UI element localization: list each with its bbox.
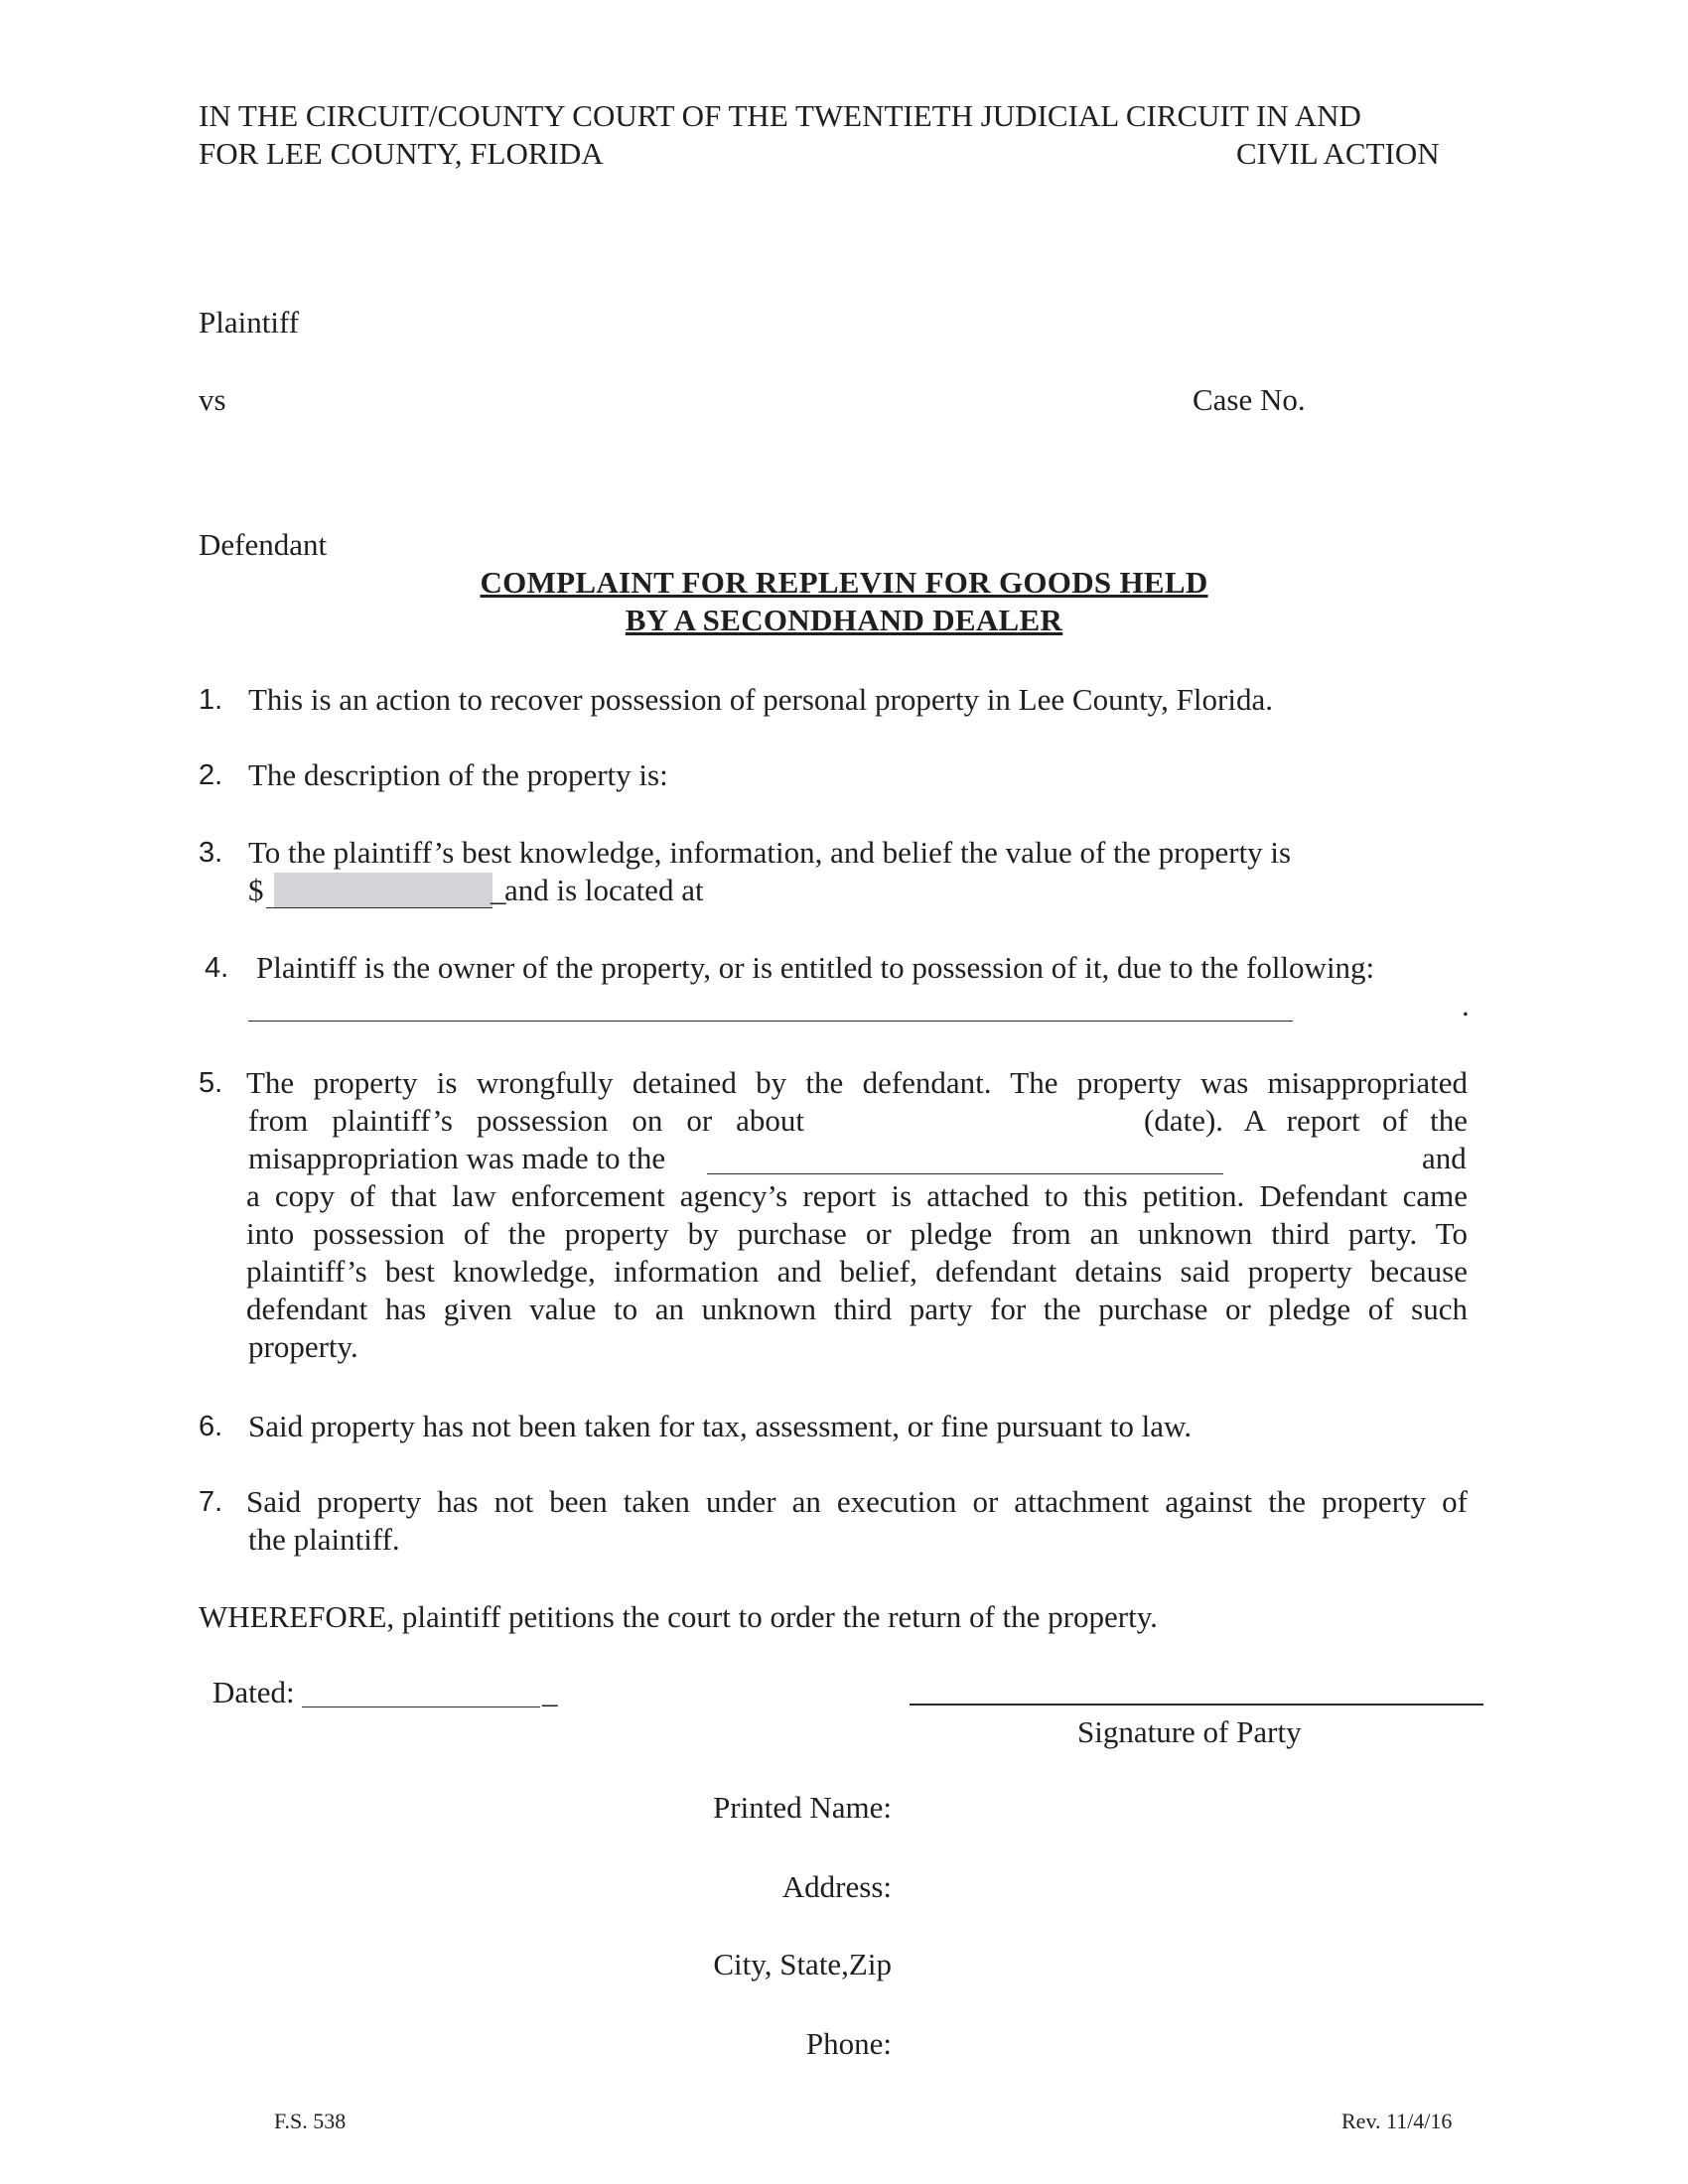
value-field-underscore: _ xyxy=(491,873,506,907)
paragraph-1-text: This is an action to recover possession of personal property in Lee County, Florida. xyxy=(248,682,1273,717)
paragraph-5-line2b: (date). A report of the xyxy=(1144,1103,1468,1138)
court-header-line1: IN THE CIRCUIT/COUNTY COURT OF THE TWENTIETH JUDICIAL CIRCUIT IN AND xyxy=(199,98,1361,133)
signature-of-party-label: Signature of Party xyxy=(1077,1714,1302,1749)
vs-label: vs xyxy=(199,382,226,417)
defendant-label: Defendant xyxy=(199,527,328,562)
document-title-line2: BY A SECONDHAND DEALER xyxy=(625,603,1063,637)
paragraph-2-number: 2. xyxy=(199,759,223,791)
paragraph-5-line2a: from plaintiff’s possession on or about xyxy=(248,1103,804,1138)
paragraph-5-number: 5. xyxy=(199,1067,223,1099)
paragraph-5-line1: The property is wrongfully detained by the defendant. The property was misappropriated xyxy=(246,1065,1468,1100)
city-state-zip-label: City, State,Zip xyxy=(713,1947,892,1981)
paragraph-5-line3a: misappropriation was made to the xyxy=(248,1141,666,1175)
paragraph-6-number: 6. xyxy=(199,1411,223,1442)
property-value-underline xyxy=(266,907,492,908)
plaintiff-label: Plaintiff xyxy=(199,305,300,340)
paragraph-3-number: 3. xyxy=(199,837,223,869)
paragraph-5-line6: plaintiff’s best knowledge, information and belief, defendant detains said property because xyxy=(246,1254,1468,1289)
court-header-line2: FOR LEE COUNTY, FLORIDA xyxy=(199,136,604,171)
paragraph-5-line7: defendant has given value to an unknown third party for the purchase or pledge of such xyxy=(246,1292,1468,1326)
date-signature-line[interactable] xyxy=(302,1706,540,1707)
paragraph-6-text: Said property has not been taken for tax, assessment, or fine pursuant to law. xyxy=(248,1409,1193,1443)
property-value-field[interactable] xyxy=(274,873,492,908)
address-label: Address: xyxy=(781,1869,892,1904)
revision-date: Rev. 11/4/16 xyxy=(1341,2109,1453,2133)
wherefore-clause: WHEREFORE, plaintiff petitions the court to order the return of the property. xyxy=(199,1599,1158,1634)
paragraph-1-number: 1. xyxy=(199,684,223,716)
paragraph-4-period: . xyxy=(1462,988,1470,1023)
ownership-reason-line[interactable] xyxy=(248,1021,1293,1022)
paragraph-7-number: 7. xyxy=(199,1486,223,1518)
paragraph-4-line1: Plaintiff is the owner of the property, or is entitled to possession of it, due to the following: xyxy=(256,950,1375,985)
paragraph-5-line5: into possession of the property by purchase or pledge from an unknown third party. To xyxy=(246,1216,1468,1251)
paragraph-7-line2: the plaintiff. xyxy=(248,1522,400,1557)
dated-label: Dated: xyxy=(212,1675,295,1709)
signature-line[interactable] xyxy=(910,1704,1483,1706)
phone-label: Phone: xyxy=(805,2026,892,2061)
document-title-line1: COMPLAINT FOR REPLEVIN FOR GOODS HELD xyxy=(480,565,1208,600)
dollar-sign: $ xyxy=(248,873,264,907)
paragraph-7-line1: Said property has not been taken under an execution or attachment against the property of xyxy=(246,1484,1468,1519)
case-number-label: Case No. xyxy=(1193,382,1306,417)
agency-name-line[interactable] xyxy=(707,1173,1223,1174)
paragraph-5-line3b: and xyxy=(1422,1141,1467,1175)
paragraph-3-line2: and is located at xyxy=(504,873,704,907)
paragraph-5-line8: property. xyxy=(248,1329,358,1364)
dated-tail-underscore: _ xyxy=(542,1675,558,1709)
paragraph-5-line4: a copy of that law enforcement agency’s report is attached to this petition. Defendant came xyxy=(246,1178,1468,1213)
civil-action-label: CIVIL ACTION xyxy=(1236,136,1440,171)
statute-reference: F.S. 538 xyxy=(274,2109,347,2133)
paragraph-4-number: 4. xyxy=(205,952,229,984)
printed-name-label: Printed Name: xyxy=(713,1790,892,1825)
paragraph-2-text: The description of the property is: xyxy=(248,757,668,792)
paragraph-3-line1: To the plaintiff’s best knowledge, information, and belief the value of the property is xyxy=(248,835,1292,870)
